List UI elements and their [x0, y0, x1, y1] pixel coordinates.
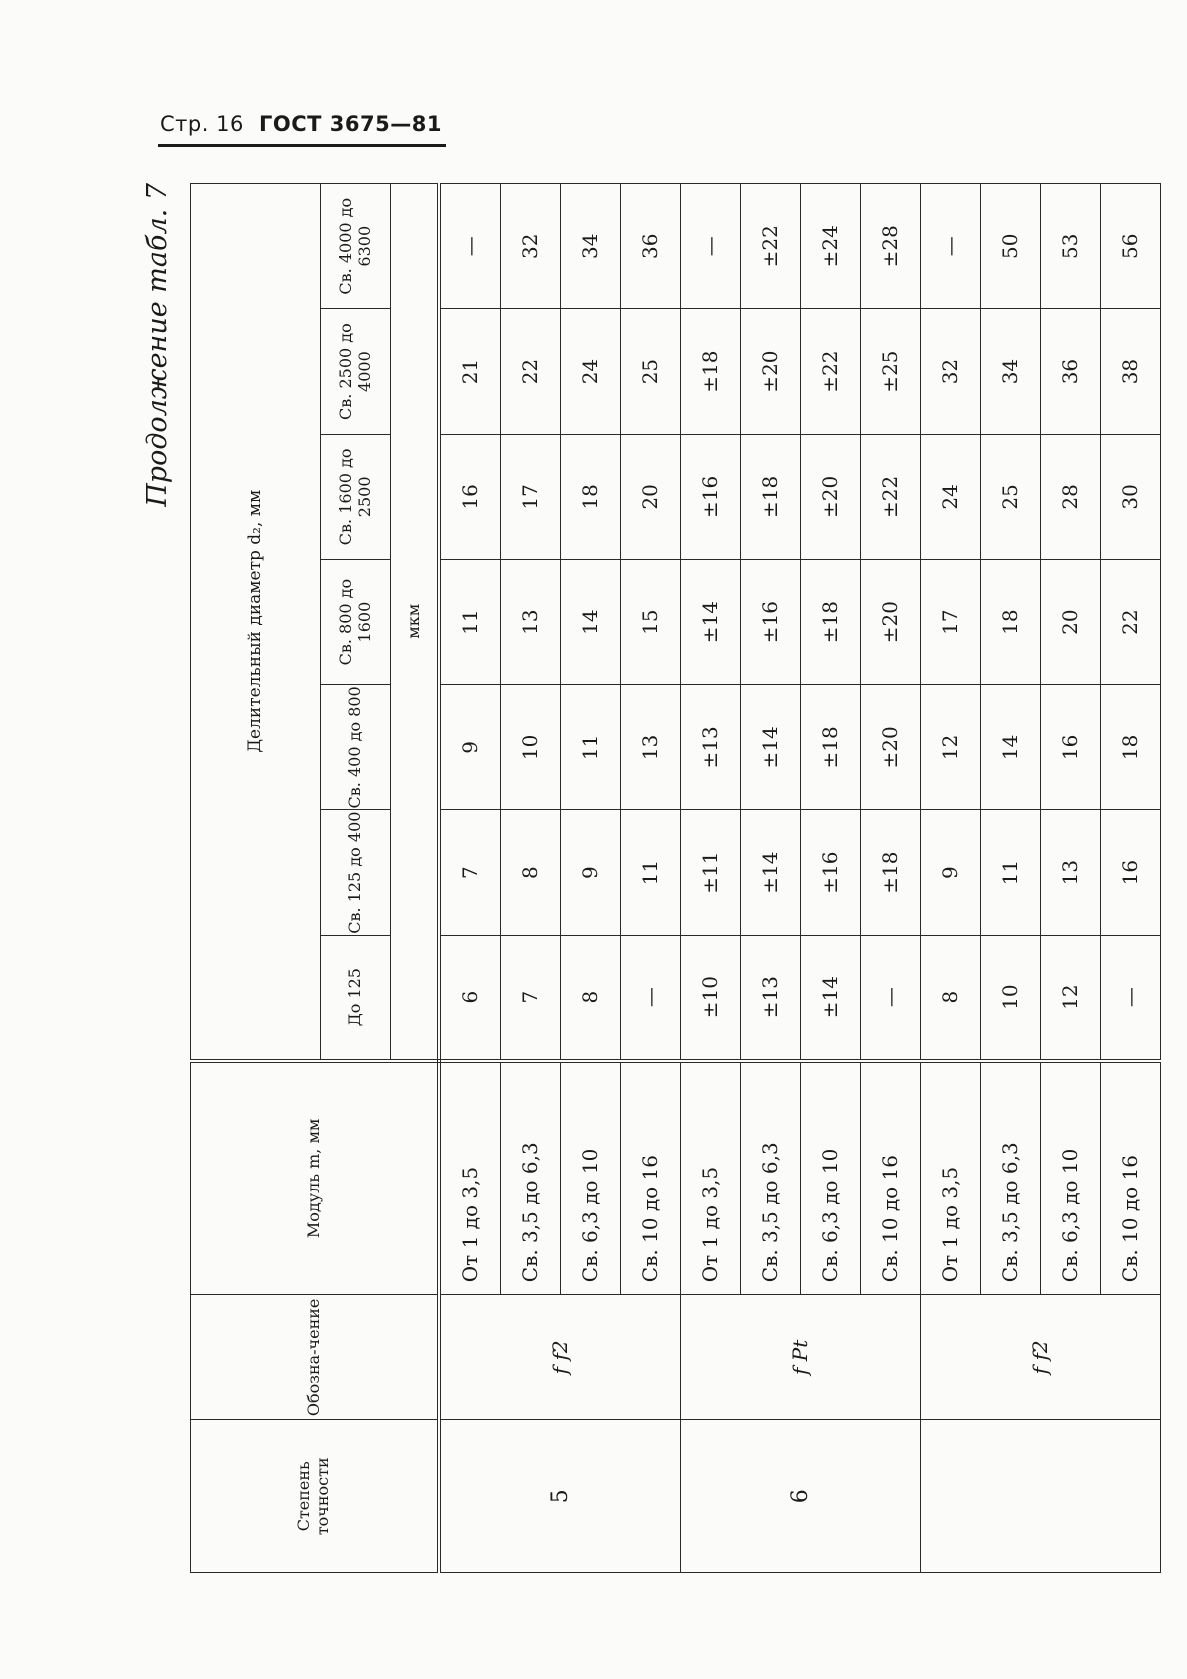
- value-cell: 28: [1040, 434, 1100, 559]
- symbol-cell: f f2: [920, 1295, 1160, 1420]
- value-cell: 21: [439, 309, 501, 434]
- value-cell: 6: [439, 935, 501, 1060]
- value-cell: 8: [560, 935, 620, 1060]
- value-cell: ±22: [800, 309, 860, 434]
- value-cell: 9: [560, 810, 620, 935]
- value-cell: 10: [500, 685, 560, 810]
- value-cell: ±16: [680, 434, 740, 559]
- header-diameter-4: Св. 1600 до 2500: [321, 434, 391, 559]
- value-cell: 7: [500, 935, 560, 1060]
- value-cell: 12: [920, 685, 980, 810]
- value-cell: —: [1100, 935, 1160, 1060]
- value-cell: 56: [1100, 184, 1160, 309]
- rotated-table-block: [142, 183, 1142, 1573]
- value-cell: ±20: [860, 559, 920, 684]
- grade-cell: [920, 1420, 1160, 1573]
- value-cell: ±16: [740, 559, 800, 684]
- tolerance-table: [190, 183, 1161, 1573]
- table-row: [439, 184, 501, 1573]
- value-cell: ±24: [800, 184, 860, 309]
- value-cell: ±20: [740, 309, 800, 434]
- symbol-cell: f Pt: [680, 1295, 920, 1420]
- value-cell: 38: [1100, 309, 1160, 434]
- value-cell: ±18: [800, 685, 860, 810]
- value-cell: —: [439, 184, 501, 309]
- module-cell: Св. 3,5 до 6,3: [500, 1061, 560, 1295]
- value-cell: 14: [560, 559, 620, 684]
- header-module: Модуль m, мм: [191, 1061, 439, 1295]
- value-cell: —: [860, 935, 920, 1060]
- symbol-cell: f f2: [439, 1295, 681, 1420]
- value-cell: 53: [1040, 184, 1100, 309]
- module-cell: Св. 3,5 до 6,3: [980, 1061, 1040, 1295]
- header-diameter-2: Св. 400 до 800: [321, 685, 391, 810]
- value-cell: 24: [560, 309, 620, 434]
- value-cell: 9: [920, 810, 980, 935]
- value-cell: ±25: [860, 309, 920, 434]
- header-diameter-3: Св. 800 до 1600: [321, 559, 391, 684]
- value-cell: ±14: [800, 935, 860, 1060]
- value-cell: 8: [500, 810, 560, 935]
- value-cell: 8: [920, 935, 980, 1060]
- header-grade: Степень точности: [191, 1420, 439, 1573]
- value-cell: ±10: [680, 935, 740, 1060]
- value-cell: ±13: [740, 935, 800, 1060]
- value-cell: 13: [500, 559, 560, 684]
- page-header: [160, 112, 442, 136]
- value-cell: 9: [439, 685, 501, 810]
- page-number: Стр. 16: [160, 112, 244, 136]
- header-diameter-group: Делительный диаметр d₂, мм: [191, 184, 321, 1061]
- header-diameter-1: Св. 125 до 400: [321, 810, 391, 935]
- value-cell: ±18: [680, 309, 740, 434]
- value-cell: 18: [1100, 685, 1160, 810]
- value-cell: 34: [980, 309, 1040, 434]
- header-unit: мкм: [391, 184, 439, 1061]
- value-cell: 20: [1040, 559, 1100, 684]
- value-cell: 10: [980, 935, 1040, 1060]
- value-cell: —: [680, 184, 740, 309]
- module-cell: Св. 3,5 до 6,3: [740, 1061, 800, 1295]
- value-cell: 50: [980, 184, 1040, 309]
- value-cell: 32: [920, 309, 980, 434]
- module-cell: Св. 6,3 до 10: [560, 1061, 620, 1295]
- value-cell: 18: [560, 434, 620, 559]
- header-diameter-0: До 125: [321, 935, 391, 1060]
- value-cell: —: [920, 184, 980, 309]
- value-cell: 7: [439, 810, 501, 935]
- table-row: [680, 184, 740, 1573]
- value-cell: ±16: [800, 810, 860, 935]
- value-cell: 15: [620, 559, 680, 684]
- value-cell: 11: [980, 810, 1040, 935]
- header-symbol: Обозна-чение: [191, 1295, 439, 1420]
- module-cell: От 1 до 3,5: [680, 1061, 740, 1295]
- value-cell: —: [620, 935, 680, 1060]
- value-cell: 30: [1100, 434, 1160, 559]
- table-body: [439, 184, 1161, 1573]
- module-cell: От 1 до 3,5: [920, 1061, 980, 1295]
- value-cell: ±14: [680, 559, 740, 684]
- module-cell: Св. 6,3 до 10: [1040, 1061, 1100, 1295]
- value-cell: ±20: [860, 685, 920, 810]
- module-cell: От 1 до 3,5: [439, 1061, 501, 1295]
- value-cell: 36: [1040, 309, 1100, 434]
- value-cell: 25: [980, 434, 1040, 559]
- value-cell: 17: [500, 434, 560, 559]
- value-cell: ±18: [860, 810, 920, 935]
- header-rule: [158, 144, 446, 147]
- value-cell: ±13: [680, 685, 740, 810]
- value-cell: 22: [500, 309, 560, 434]
- value-cell: 13: [620, 685, 680, 810]
- table-caption: Продолжение табл. 7: [142, 183, 173, 507]
- value-cell: ±22: [860, 434, 920, 559]
- value-cell: 36: [620, 184, 680, 309]
- header-diameter-6: Св. 4000 до 6300: [321, 184, 391, 309]
- value-cell: 16: [439, 434, 501, 559]
- value-cell: 18: [980, 559, 1040, 684]
- value-cell: 11: [560, 685, 620, 810]
- value-cell: 24: [920, 434, 980, 559]
- module-cell: Св. 10 до 16: [1100, 1061, 1160, 1295]
- module-cell: Св. 6,3 до 10: [800, 1061, 860, 1295]
- value-cell: 32: [500, 184, 560, 309]
- standard-number: ГОСТ 3675—81: [259, 112, 442, 136]
- header-diameter-5: Св. 2500 до 4000: [321, 309, 391, 434]
- value-cell: 16: [1100, 810, 1160, 935]
- value-cell: 16: [1040, 685, 1100, 810]
- module-cell: Св. 10 до 16: [860, 1061, 920, 1295]
- table-row: [920, 184, 980, 1573]
- value-cell: 22: [1100, 559, 1160, 684]
- value-cell: 12: [1040, 935, 1100, 1060]
- value-cell: 25: [620, 309, 680, 434]
- module-cell: Св. 10 до 16: [620, 1061, 680, 1295]
- value-cell: 17: [920, 559, 980, 684]
- value-cell: ±14: [740, 810, 800, 935]
- value-cell: ±28: [860, 184, 920, 309]
- value-cell: 13: [1040, 810, 1100, 935]
- grade-cell: 6: [680, 1420, 920, 1573]
- value-cell: ±18: [740, 434, 800, 559]
- value-cell: 34: [560, 184, 620, 309]
- value-cell: ±18: [800, 559, 860, 684]
- value-cell: 20: [620, 434, 680, 559]
- value-cell: ±14: [740, 685, 800, 810]
- grade-cell: 5: [439, 1420, 681, 1573]
- value-cell: 11: [439, 559, 501, 684]
- value-cell: ±11: [680, 810, 740, 935]
- value-cell: 14: [980, 685, 1040, 810]
- value-cell: ±20: [800, 434, 860, 559]
- value-cell: ±22: [740, 184, 800, 309]
- value-cell: 11: [620, 810, 680, 935]
